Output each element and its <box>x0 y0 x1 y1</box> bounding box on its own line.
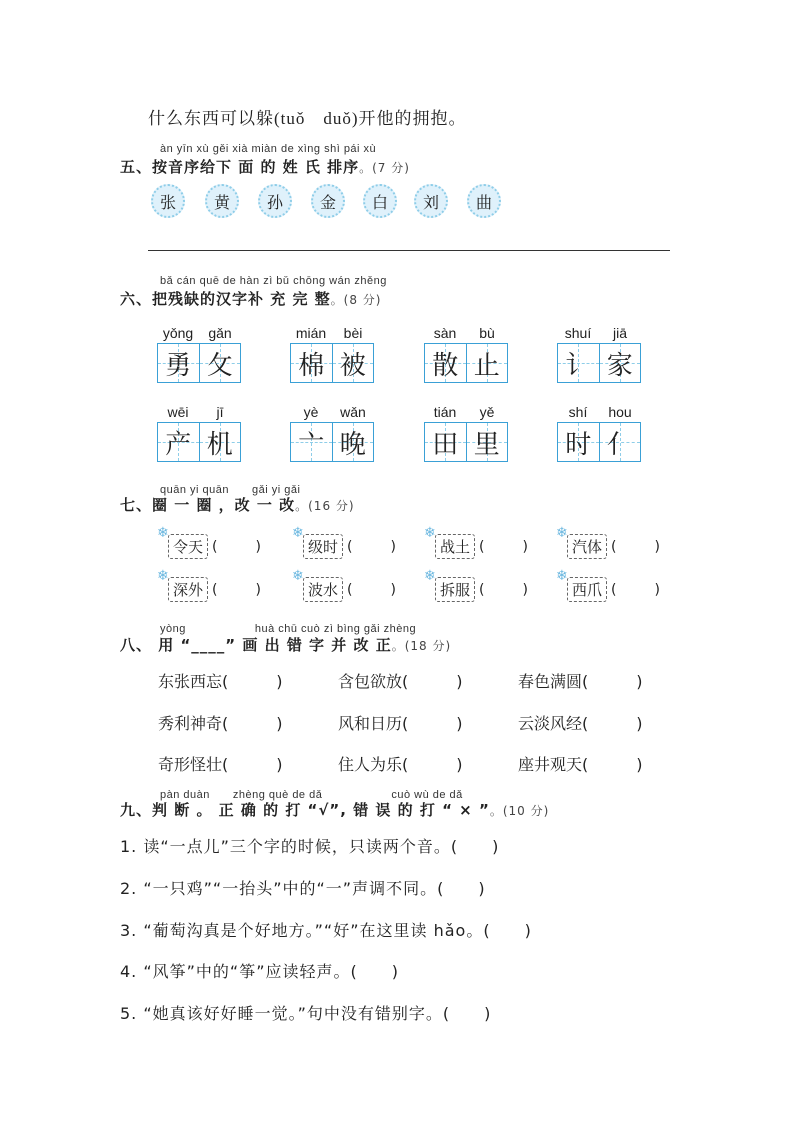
surname-flower-1: 张 <box>151 184 185 218</box>
grid-cell[interactable]: 里 <box>466 423 508 461</box>
correction-item[interactable]: ❄ 拆服 () <box>435 577 566 602</box>
idiom-item[interactable]: 春色满圆( ) <box>518 672 643 691</box>
grid-pinyin: shí <box>568 404 588 420</box>
grid-pinyin: jiā <box>612 325 627 341</box>
grid-pinyin: wēi <box>167 404 189 420</box>
sec9-pinyin: pàn duàn zhèng què de dǎ cuò wù de dǎ <box>160 789 463 801</box>
grid-pinyin: tián <box>433 404 457 420</box>
correction-item[interactable]: ❄ 令天 () <box>168 534 299 559</box>
grid-cell[interactable]: 时 <box>558 423 599 461</box>
surname-flower-5: 白 <box>363 184 397 218</box>
grid-cell[interactable]: 晚 <box>332 423 374 461</box>
snowflake-icon: ❄ <box>424 568 436 584</box>
idiom-item[interactable]: 含包欲放( ) <box>338 672 463 691</box>
top-line-before: 什么东西可以躲 <box>148 109 274 129</box>
sec6-score: 。(8 分) <box>330 293 382 307</box>
sec9-title <box>120 799 549 820</box>
top-line-pinyin: (tuǒ duǒ) <box>274 109 359 128</box>
grid-pinyin: wǎn <box>340 404 366 420</box>
surname-flower-7: 曲 <box>467 184 501 218</box>
grid-cell[interactable]: 亠 <box>291 423 332 461</box>
snowflake-icon: ❄ <box>292 568 304 584</box>
grid-pinyin: yè <box>303 404 319 420</box>
grid-pinyin: yǒng <box>162 325 194 341</box>
grid-cell[interactable]: 亻 <box>599 423 641 461</box>
grid-cell[interactable]: 攵 <box>199 344 241 382</box>
correction-item[interactable]: ❄ 级时 () <box>303 534 434 559</box>
correction-item[interactable]: ❄ 西爪 () <box>567 577 698 602</box>
sec7-score: 。(16 分) <box>295 499 355 513</box>
sec5-score: 。(7 分) <box>359 161 410 175</box>
judge-item-4[interactable]: 4. “风筝”中的“筝”应读轻声。( ) <box>120 962 399 981</box>
answer-paren[interactable]: () <box>611 581 698 598</box>
answer-paren[interactable]: () <box>212 581 299 598</box>
grid-cell[interactable]: 田 <box>425 423 466 461</box>
answer-paren[interactable]: () <box>479 581 566 598</box>
answer-paren[interactable]: () <box>347 581 434 598</box>
grid-pinyin: mián <box>295 325 327 341</box>
snowflake-icon: ❄ <box>556 525 568 541</box>
sec6-title-text: 六、把残缺的汉字补 充 完 整 <box>120 290 331 308</box>
grid-cell[interactable]: 棉 <box>291 344 332 382</box>
sec8-score: 。(18 分) <box>391 639 452 653</box>
surname-flower-4: 金 <box>311 184 345 218</box>
snowflake-icon: ❄ <box>157 525 169 541</box>
sec8-title-text: 八、 用 “____” 画 出 错 字 并 改 正 <box>120 636 392 654</box>
idiom-item[interactable]: 风和日历( ) <box>338 714 463 733</box>
idiom-item[interactable]: 住人为乐( ) <box>338 755 463 774</box>
grid-cell[interactable]: 勇 <box>158 344 199 382</box>
sec7-pinyin: quān yi quān gǎi yi gǎi <box>160 484 301 496</box>
grid-pinyin: hou <box>608 404 632 420</box>
surname-flower-6: 刘 <box>414 184 448 218</box>
top-line-after: 开他的拥抱。 <box>358 109 467 129</box>
sec7-title-text: 七、圈 一 圈 ，改 一 改 <box>120 496 296 514</box>
sec5-title-text: 五、按音序给下 面 的 姓 氏 排序 <box>120 158 360 176</box>
grid-cell[interactable]: 散 <box>425 344 466 382</box>
correction-item[interactable]: ❄ 波水 () <box>303 577 434 602</box>
snowflake-icon: ❄ <box>424 525 436 541</box>
grid-pinyin: shuí <box>564 325 592 341</box>
grid-cell[interactable]: 家 <box>599 344 641 382</box>
correction-item[interactable]: ❄ 汽体 () <box>567 534 698 559</box>
top-line <box>148 104 467 129</box>
grid-pinyin: sàn <box>433 325 457 341</box>
idiom-item[interactable]: 秀利神奇( ) <box>158 714 283 733</box>
answer-line[interactable] <box>148 250 670 251</box>
grid-cell[interactable]: 机 <box>199 423 241 461</box>
grid-cell[interactable]: 产 <box>158 423 199 461</box>
answer-paren[interactable]: () <box>347 538 434 555</box>
grid-pinyin: bù <box>479 325 495 341</box>
grid-cell[interactable]: 止 <box>466 344 508 382</box>
snowflake-icon: ❄ <box>157 568 169 584</box>
judge-item-5[interactable]: 5. “她真该好好睡一觉。”句中没有错别字。( ) <box>120 1004 492 1023</box>
idiom-item[interactable]: 座井观天( ) <box>518 755 643 774</box>
grid-pinyin: gǎn <box>208 325 232 341</box>
sec5-pinyin: àn yīn xù gěi xià miàn de xìng shì pái xù <box>160 143 377 155</box>
judge-item-2[interactable]: 2. “一只鸡”“一抬头”中的“一”声调不同。( ) <box>120 879 486 898</box>
grid-pinyin: jī <box>216 404 224 420</box>
grid-cell[interactable]: 讠 <box>558 344 599 382</box>
idiom-item[interactable]: 奇形怪壮( ) <box>158 755 283 774</box>
sec6-title <box>120 288 382 309</box>
grid-cell[interactable]: 被 <box>332 344 374 382</box>
answer-paren[interactable]: () <box>212 538 299 555</box>
answer-paren[interactable]: () <box>479 538 566 555</box>
correction-item[interactable]: ❄ 战土 () <box>435 534 566 559</box>
snowflake-icon: ❄ <box>292 525 304 541</box>
sec9-score: 。(10 分) <box>489 804 550 818</box>
sec9-title-text: 九、判 断 。 正 确 的 打 “√”, 错 误 的 打 “ × ” <box>120 801 490 819</box>
surname-flower-2: 黄 <box>205 184 239 218</box>
sec8-pinyin: yòng huà chū cuò zì bìng gǎi zhèng <box>160 623 417 635</box>
idiom-item[interactable]: 东张西忘( ) <box>158 672 283 691</box>
sec6-pinyin: bǎ cán quē de hàn zì bǔ chōng wán zhěng <box>160 275 387 287</box>
sec5-title <box>120 156 410 177</box>
answer-paren[interactable]: () <box>611 538 698 555</box>
grid-pinyin: yě <box>479 404 495 420</box>
correction-item[interactable]: ❄ 深外 () <box>168 577 299 602</box>
grid-pinyin: bèi <box>343 325 363 341</box>
idiom-item[interactable]: 云淡风经( ) <box>518 714 643 733</box>
surname-flower-3: 孙 <box>258 184 292 218</box>
sec8-title <box>120 634 451 655</box>
judge-item-3[interactable]: 3. “葡萄沟真是个好地方。”“好”在这里读 hǎo。( ) <box>120 921 532 940</box>
snowflake-icon: ❄ <box>556 568 568 584</box>
sec7-title <box>120 494 355 515</box>
judge-item-1[interactable]: 1. 读“一点儿”三个字的时候，只读两个音。( ) <box>120 837 500 856</box>
